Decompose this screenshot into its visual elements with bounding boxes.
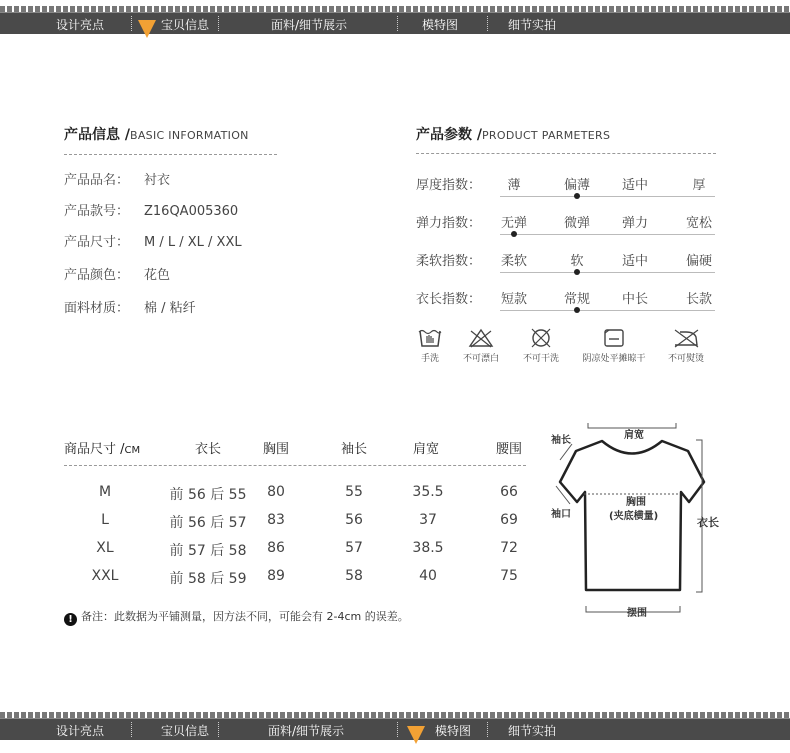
- size-table-cell: 40: [419, 568, 437, 584]
- diagram-label-hem: 摆围: [627, 608, 647, 619]
- param-option: 适中: [621, 254, 648, 269]
- care-label: 不可漂白: [462, 354, 499, 364]
- active-nav-marker-icon: [138, 20, 156, 38]
- nav-item-fabric-detail[interactable]: 面料/细节展示: [271, 18, 348, 32]
- nav-separator: [131, 722, 132, 737]
- nav-item-product-info[interactable]: 宝贝信息: [161, 724, 210, 738]
- param-label: 柔软指数：: [416, 254, 482, 269]
- nav-item-fabric-detail[interactable]: 面料/细节展示: [268, 724, 345, 738]
- info-label: 产品款号：: [64, 204, 130, 219]
- info-value: 衬衣: [144, 173, 171, 188]
- size-table-column-header: 胸围: [262, 442, 289, 457]
- diagram-label-chest: 胸围: [626, 497, 646, 508]
- param-scale-line: [500, 196, 715, 197]
- dry-flat-icon: [603, 328, 625, 348]
- param-option: 柔软: [500, 254, 527, 269]
- note-text: 备注：此数据为平铺测量，因方法不同，可能会有 2-4cm 的误差。: [81, 610, 409, 623]
- param-option: 微弹: [563, 216, 590, 231]
- warning-icon: !: [64, 613, 77, 626]
- param-label: 衣长指数：: [416, 292, 482, 307]
- diagram-label-sleeve: 袖长: [551, 435, 571, 446]
- param-selected-marker: [511, 231, 517, 237]
- size-table-cell: M: [98, 484, 112, 500]
- nav-item-product-info[interactable]: 宝贝信息: [161, 18, 210, 32]
- size-table-cell: 56: [345, 512, 363, 528]
- diagram-label-cuff: 袖口: [551, 509, 571, 520]
- param-scale-line: [500, 234, 715, 235]
- hand-wash-icon: [418, 328, 442, 348]
- chain-border: [0, 6, 790, 13]
- size-table-title-text: 商品尺寸 /: [64, 442, 125, 457]
- param-option: 偏薄: [563, 178, 590, 193]
- info-label: 面料材质：: [64, 301, 130, 316]
- param-selected-marker: [574, 269, 580, 275]
- size-table-cell: 58: [345, 568, 363, 584]
- param-option: 厚: [692, 178, 706, 193]
- param-option: 软: [570, 254, 584, 269]
- info-row-size: [64, 231, 242, 250]
- size-table-cell: 86: [267, 540, 285, 556]
- basic-info-title: [64, 124, 249, 144]
- basic-info-subtitle: BASIC INFORMATION: [130, 129, 249, 142]
- nav-item-detail-photos[interactable]: 细节实拍: [508, 724, 557, 738]
- info-row-name: [64, 169, 170, 188]
- no-dry-clean-icon: [530, 328, 552, 348]
- care-no-bleach: [456, 328, 506, 364]
- care-label: 不可熨烫: [667, 354, 704, 364]
- param-option: 短款: [500, 292, 527, 307]
- info-value: 棉 / 粘纤: [144, 301, 196, 316]
- param-label: 弹力指数：: [416, 216, 482, 231]
- size-table-column-header: 袖长: [340, 442, 367, 457]
- size-table-cell: XXL: [91, 568, 119, 584]
- size-table-column-header: 腰围: [495, 442, 522, 457]
- size-table-cell: 前 58 后 59: [169, 571, 247, 587]
- nav-separator: [131, 16, 132, 31]
- size-table-cell: 75: [500, 568, 518, 584]
- size-table-column-header: 肩宽: [412, 442, 439, 457]
- measurement-note: [64, 608, 409, 626]
- nav-separator: [218, 16, 219, 31]
- size-table-cell: 35.5: [412, 484, 444, 500]
- size-table-cell: 80: [267, 484, 285, 500]
- diagram-label-chest-note: (夹底横量): [609, 511, 659, 522]
- nav-separator: [487, 16, 488, 31]
- basic-info-title-text: 产品信息 /: [64, 127, 130, 143]
- nav-item-detail-photos[interactable]: 细节实拍: [508, 18, 557, 32]
- size-table-cell: 前 56 后 57: [169, 515, 247, 531]
- param-option: 薄: [507, 178, 521, 193]
- nav-separator: [397, 722, 398, 737]
- diagram-label-length: 衣长: [697, 516, 719, 529]
- nav-item-model[interactable]: 模特图: [435, 724, 472, 738]
- nav-item-model[interactable]: 模特图: [422, 18, 459, 32]
- nav-separator: [397, 16, 398, 31]
- info-row-material: [64, 297, 196, 316]
- care-label: 不可干洗: [522, 354, 559, 364]
- size-table-cell: 38.5: [412, 540, 444, 556]
- no-iron-icon: [672, 328, 700, 348]
- nav-item-design[interactable]: 设计亮点: [56, 18, 105, 32]
- size-table-cell: 89: [267, 568, 285, 584]
- param-option: 中长: [621, 292, 648, 307]
- care-no-iron: [661, 328, 711, 364]
- size-table-cell: 69: [500, 512, 518, 528]
- params-divider: [416, 153, 716, 154]
- size-table-cell: 72: [500, 540, 518, 556]
- size-table-title: [64, 438, 140, 457]
- basic-info-divider: [64, 154, 277, 155]
- size-table-column-header: 衣长: [194, 442, 221, 457]
- params-title-text: 产品参数 /: [416, 127, 482, 143]
- info-label: 产品尺寸：: [64, 235, 130, 250]
- care-no-dry-clean: [516, 328, 566, 364]
- param-option: 常规: [563, 292, 590, 307]
- nav-item-design[interactable]: 设计亮点: [56, 724, 105, 738]
- size-table-cell: 57: [345, 540, 363, 556]
- chain-border: [0, 712, 790, 719]
- nav-separator: [487, 722, 488, 737]
- param-option: 无弹: [500, 216, 527, 231]
- care-hand-wash: [412, 328, 448, 364]
- care-label: 阴凉处平摊晾干: [582, 354, 646, 364]
- size-table-cell: XL: [96, 540, 114, 556]
- info-label: 产品品名：: [64, 173, 130, 188]
- info-row-color: [64, 264, 170, 283]
- info-label: 产品颜色：: [64, 268, 130, 283]
- param-selected-marker: [574, 193, 580, 199]
- top-nav-bar: [0, 6, 790, 34]
- params-title: [416, 124, 610, 144]
- size-table-cell: 66: [500, 484, 518, 500]
- size-table-cell: 前 56 后 55: [169, 487, 247, 503]
- info-value: Z16QA005360: [144, 204, 239, 219]
- sleeve-measure-line: [560, 444, 572, 460]
- param-label: 厚度指数：: [416, 178, 482, 193]
- care-dry-flat-shade: [574, 328, 654, 364]
- size-table-cell: 83: [267, 512, 285, 528]
- param-option: 长款: [685, 292, 712, 307]
- param-option: 偏硬: [685, 254, 712, 269]
- param-option: 适中: [621, 178, 648, 193]
- param-scale-line: [500, 272, 715, 273]
- info-row-sku: [64, 200, 238, 219]
- bottom-nav-bar: [0, 712, 790, 740]
- param-scale-line: [500, 310, 715, 311]
- active-nav-marker-icon: [407, 726, 425, 744]
- size-table-unit: CM: [124, 445, 141, 456]
- no-bleach-icon: [468, 328, 494, 348]
- size-table-cell: L: [101, 512, 109, 528]
- size-table-cell: 前 57 后 58: [169, 543, 247, 559]
- size-table-cell: 55: [345, 484, 363, 500]
- params-subtitle: PRODUCT PARMETERS: [482, 129, 611, 142]
- nav-separator: [218, 722, 219, 737]
- info-value: M / L / XL / XXL: [144, 235, 242, 250]
- diagram-label-shoulder: 肩宽: [624, 430, 644, 441]
- care-label: 手洗: [420, 354, 439, 364]
- info-value: 花色: [144, 268, 171, 283]
- param-option: 弹力: [621, 216, 648, 231]
- param-selected-marker: [574, 307, 580, 313]
- size-table-cell: 37: [419, 512, 437, 528]
- size-table-divider: [64, 465, 526, 466]
- param-option: 宽松: [685, 216, 712, 231]
